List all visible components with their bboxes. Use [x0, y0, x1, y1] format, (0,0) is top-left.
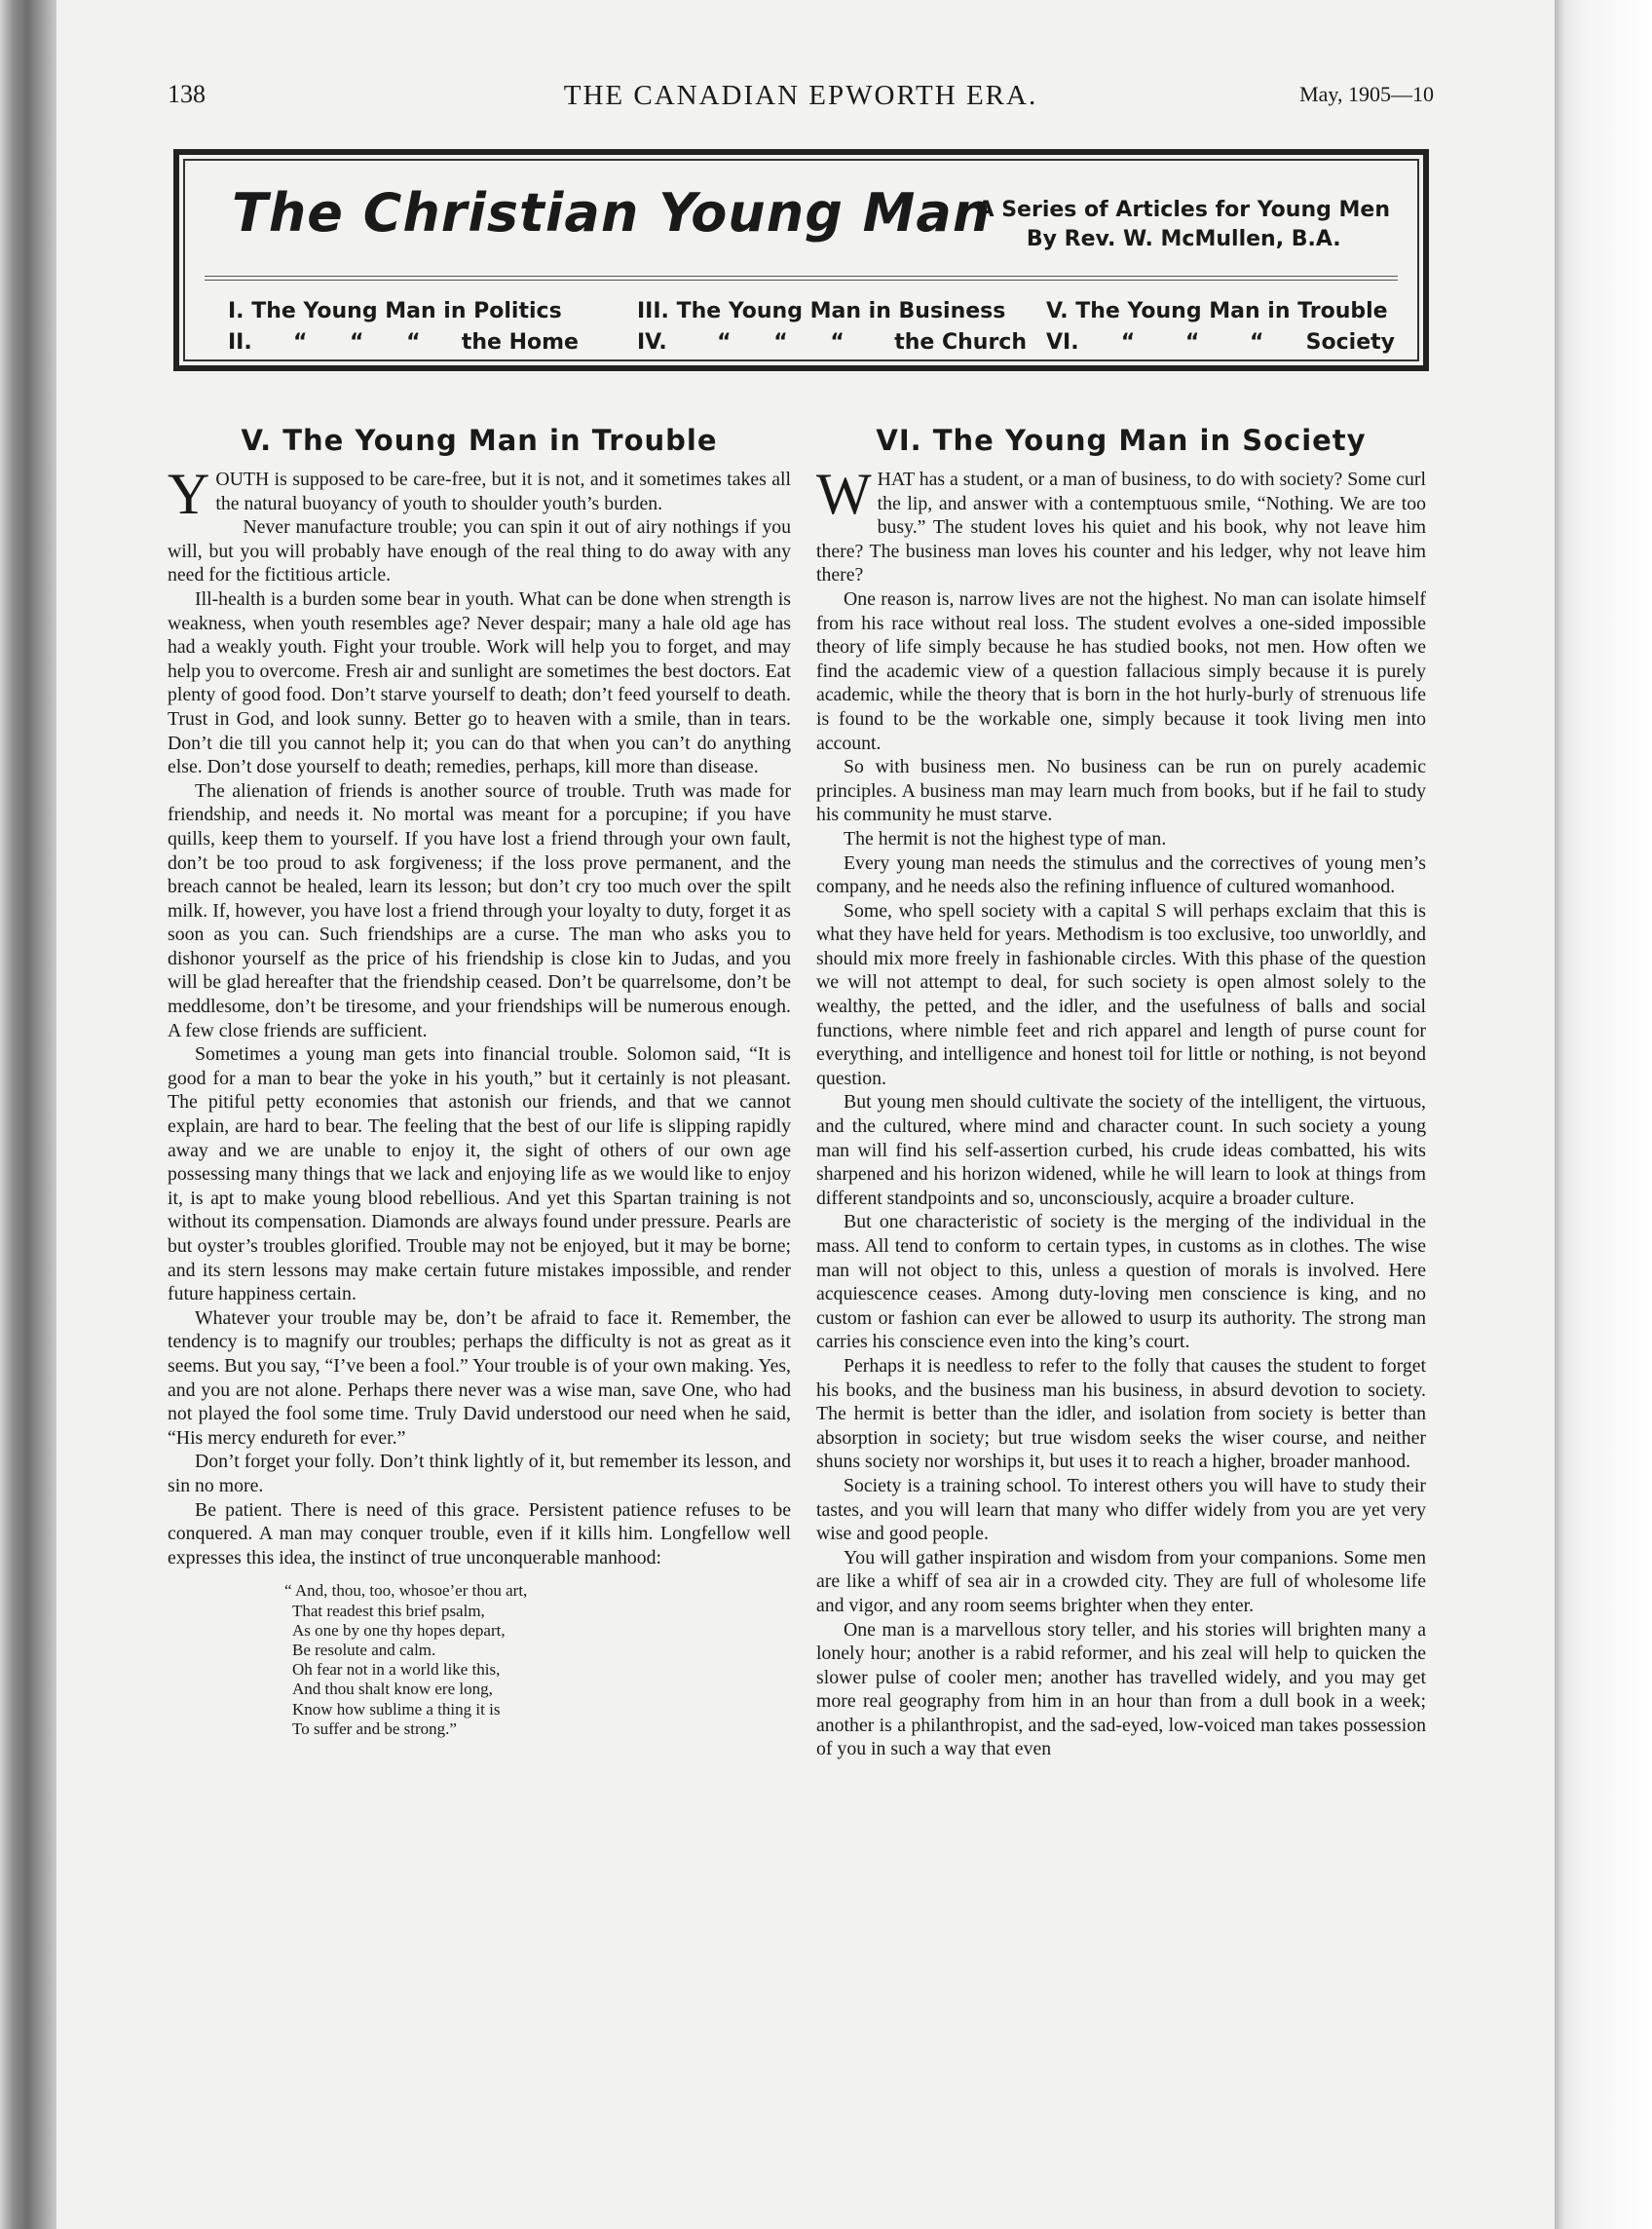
toc-numeral: III. [637, 299, 669, 323]
poem-line: As one by one thy hopes depart, [292, 1620, 506, 1640]
article-paragraph: Whatever your trouble may be, don’t be afraid to face it. Remember, the tendency is to magnify our troubles; perhaps the difficulty is not as great as it seems. But you say, “I’ve been a fool.” Your trouble is of your own making. Yes, and you are not alone. Perhaps there never was a wise man, save One, who had not played the fool some time. Truly David understood our need when he said, “His mercy endureth for ever.” [168, 1306, 791, 1449]
article-paragraph: So with business men. No business can be run on purely academic principles. A business man may learn much from books, but if he fail to study his community he must starve. [816, 756, 1426, 826]
article-paragraph: Every young man needs the stimulus and the correctives of young men’s company, and he needs also the refining influence of cultured womanhood. [816, 851, 1426, 898]
running-head [168, 80, 1434, 119]
poem-line: “ And, thou, too, whosoe’er thou art, [284, 1581, 528, 1601]
article-paragraph: One reason is, narrow lives are not the highest. No man can isolate himself from his race without real loss. The student evolves a one-sided impossible theory of life simply because he has studied books, not men. How often we find the academic view of a question fallacious simply because it is purely academic, while the theory that is born in the hot hurly-burly of strenuous life is found to be the workable one, simply because it took living men into account. [816, 587, 1426, 754]
series-title: The Christian Young Man [232, 182, 992, 244]
series-banner [173, 149, 1429, 371]
article-paragraph: The hermit is not the highest type of man. [844, 827, 1167, 850]
toc-text: The Young Man in Politics [251, 299, 562, 323]
toc-item-3 [637, 299, 1027, 323]
series-banner-inner-frame [183, 159, 1419, 361]
poem-line: Know how sublime a thing it is [292, 1699, 501, 1719]
issue-date: May, 1905—10 [1299, 82, 1434, 106]
toc-numeral: V. [1046, 299, 1069, 323]
series-subtitle-line-1: A Series of Articles for Young Men [977, 198, 1390, 222]
poem-line: To suffer and be strong.” [292, 1719, 457, 1738]
toc-item-6 [1046, 330, 1395, 355]
poem-line: Oh fear not in a world like this, [292, 1660, 501, 1680]
drop-cap: Y [168, 462, 210, 526]
article-paragraph: But one characteristic of society is the merging of the individual in the mass. All tend to conform to certain types, in customs as in clothes. The wise man will not object to this, unless a question of morals is involved. Here acquiescence ceases. Among duty-loving men conscience is king, and no custom or fashion can ever be allowed to usurp its authority. The strong man carries his conscience even into the king’s court. [816, 1211, 1426, 1353]
journal-title: THE CANADIAN EPWORTH ERA. [563, 80, 1038, 111]
poem-line: And thou shalt know ere long, [292, 1680, 493, 1699]
series-toc-row [228, 299, 1396, 330]
toc-text: Society [1305, 330, 1395, 355]
article-paragraph: Some, who spell society with a capital S will perhaps exclaim that this is what they have held for years. Methodism is too exclusive, too unworldly, and should mix more freely in fashionable circles. With this phase of the question we will not attempt to deal, for such society is open almost solely to the wealthy, the petted, and the idler, and the usefulness of balls and social functions, where nimble feet and rich apparel and length of purse count for everything, and intelligence and honest toil for little or nothing, is not beyond question. [816, 899, 1426, 1089]
series-divider-rule [205, 276, 1398, 281]
article-paragraph [816, 462, 1426, 587]
toc-numeral: IV. [637, 330, 667, 355]
article-young-man-in-society [816, 421, 1426, 1761]
article-paragraph: One man is a marvellous story teller, and his stories will brighten many a lonely hour; another is a rabid reformer, and his zeal will help to quicken the slower pulse of cooler men; another has travelled widely, and you may get more real geography from him in an hour than from a dull book in a week; another is a philanthropist, and the sad-eyed, low-voiced man takes possession of you in such a way that even [816, 1618, 1426, 1760]
article-paragraph: Sometimes a young man gets into financial trouble. Solomon said, “It is good for a man to bear the yoke in his youth,” but it certainly is not pleasant. The pitiful petty economies that astonish our friends, and that we cannot explain, are hard to bear. The feeling that the best of our life is slipping rapidly away and we are unable to enjoy it, the sight of others of our own age possessing many things that we lack and enjoying life as we would like to enjoy it, is apt to make young blood rebellious. And yet this Spartan training is not without its compensation. Diamonds are always found under pressure. Pearls are but oyster’s troubles glorified. Trouble may not be enjoyed, but it may be borne; and its stern lessons may make certain future mistakes impossible, and render future happiness certain. [168, 1043, 791, 1305]
article-paragraph: But young men should cultivate the society of the intelligent, the virtuous, and the cultured, where mind and character count. In such society a young man will find his self-assertion curbed, his crude ideas combatted, his wits sharpened and his horizon widened, while he will learn to look at things from different standpoints and so, unconsciously, acquire a broader culture. [816, 1091, 1426, 1209]
toc-item-5 [1046, 299, 1395, 323]
toc-item-4 [637, 330, 1027, 355]
drop-cap: W [816, 462, 872, 526]
article-paragraph: Be patient. There is need of this grace. Persistent patience refuses to be conquered. A man may conquer trouble, even if it kills him. Longfellow well expresses this idea, the instinct of true unconquerable manhood: [168, 1498, 791, 1568]
article-paragraph: You will gather inspiration and wisdom from your companions. Some men are like a whiff of sea air in a crowded city. They are full of wholesome life and vigor, and any room seems brighter when they enter. [816, 1546, 1426, 1616]
toc-item-2 [228, 330, 579, 355]
article-paragraph: Ill-health is a burden some bear in youth. What can be done when strength is weakness, when youth resembles age? Never despair; many a hale old age has had a weakly youth. Fight your trouble. Work will help you to forget, and may help you to overcome. Fresh air and sunlight are sometimes the best doctors. Eat plenty of good food. Don’t starve yourself to death; don’t feed yourself to death. Trust in God, and look sunny. Better go to heaven with a smile, than in tears. Don’t die till you cannot help it; you can do that when you can’t do anything else. Don’t dose yourself to death; remedies, perhaps, kill more than disease. [168, 587, 791, 778]
paragraph-text: HAT has a student, or a man of business, to do with society? Some curl the lip, and answer with a contemptuous smile, “Nothing. We are too busy.” The student loves his quiet and his book, why not leave him there? The business man loves his counter and his ledger, why not leave him there? [816, 469, 1426, 586]
article-paragraph: Society is a training school. To interest others you will have to study their tastes, and you will learn that many who differ widely from you are yet very wise and good people. [816, 1474, 1426, 1545]
article-young-man-in-trouble [168, 421, 791, 1739]
poem-line: Be resolute and calm. [292, 1640, 436, 1659]
next-page-edge [1555, 0, 1652, 2229]
toc-ditto-marks: “ “ “ [1120, 330, 1264, 355]
page-number: 138 [168, 80, 206, 108]
article-paragraph: Perhaps it is needless to refer to the folly that causes the student to forget his books, and the business man his business, in absurd devotion to society. The hermit is better than the idler, and isolation from society is better than absorption in society; but true wisdom seeks the wiser course, and neither shuns society nor worships it, but uses it to reach a higher, broader manhood. [816, 1354, 1426, 1473]
toc-item-1 [228, 299, 579, 323]
paragraph-text: OUTH is supposed to be care-free, but it is not, and it sometimes takes all the natural buoyancy of youth to shoulder youth’s burden. [215, 469, 791, 514]
toc-ditto-marks: “ “ “ [292, 330, 421, 355]
toc-text: The Young Man in Trouble [1075, 299, 1388, 323]
series-subtitle [978, 196, 1390, 254]
toc-text: the Church [894, 330, 1027, 355]
poem-quotation [284, 1581, 791, 1739]
toc-numeral: VI. [1046, 330, 1079, 355]
article-heading: VI. The Young Man in Society [876, 424, 1367, 457]
toc-text: the Home [461, 330, 579, 355]
article-paragraph: Never manufacture trouble; you can spin it out of airy nothings if you will, but you will probably have enough of the real thing to do away with any need for the fictitious article. [168, 516, 791, 586]
toc-numeral: II. [228, 330, 252, 355]
series-author-line: By Rev. W. McMullen, B.A. [1026, 227, 1341, 251]
toc-numeral: I. [228, 299, 244, 323]
article-paragraph [168, 462, 791, 526]
book-binding-gutter [0, 0, 56, 2229]
toc-ditto-marks: “ “ “ [717, 330, 845, 355]
toc-text: The Young Man in Business [676, 299, 1006, 323]
article-paragraph: The alienation of friends is another source of trouble. Truth was made for friendship, and needs it. No mortal was meant for a porcupine; if you have quills, keep them to yourself. If you have lost a friend through your own fault, don’t be too proud to ask forgiveness; if the loss prove permanent, and the breach cannot be healed, learn its lesson; but don’t cry too much over the spilt milk. If, however, you have lost a friend through your loyalty to duty, forget it as soon as you can. Such friendships are a curse. The man who asks you to dishonor yourself as the price of his friendship is close kin to Judas, and you will be glad hereafter that the friendship ceased. Don’t be quarrelsome, don’t be meddlesome, don’t be tiresome, and your friendships will be numerous enough. A few close friends are sufficient. [168, 779, 791, 1041]
article-paragraph: Don’t forget your folly. Don’t think lightly of it, but remember its lesson, and sin no more. [168, 1451, 791, 1496]
poem-line: That readest this brief psalm, [292, 1601, 485, 1620]
article-heading: V. The Young Man in Trouble [241, 424, 718, 457]
series-toc-row [228, 330, 1396, 361]
